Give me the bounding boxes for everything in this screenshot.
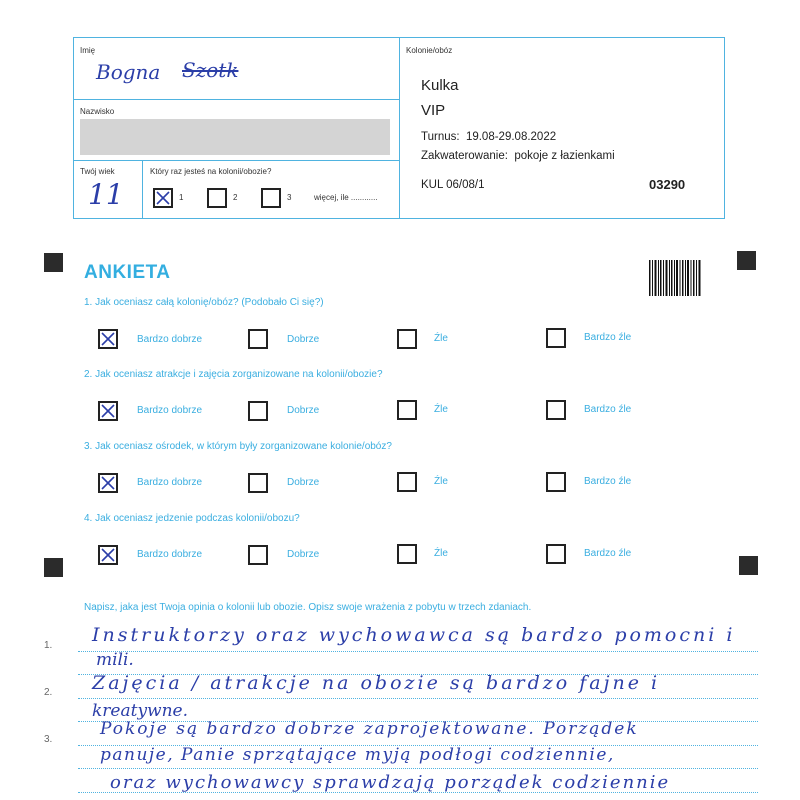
writing-line	[78, 698, 758, 699]
q4-option-bardzo-zle-checkbox[interactable]	[546, 544, 566, 564]
times-option-3: 3	[287, 193, 292, 202]
header-divider-surname	[73, 160, 400, 161]
form-number: 03290	[649, 177, 686, 192]
writing-line	[78, 651, 758, 652]
opinion-handwriting-line-1: Instruktorzy oraz wychowawca są bardzo pomocni i	[92, 624, 736, 646]
opinion-line-number-3: 3.	[44, 734, 53, 745]
opinion-handwriting-line-2: mili.	[96, 650, 134, 670]
q4-option-bardzo-dobrze-label: Bardzo dobrze	[137, 549, 203, 560]
times-option-2: 2	[233, 193, 238, 202]
times-option-1: 1	[179, 193, 184, 202]
q4-option-bardzo-zle-label: Bardzo źle	[584, 548, 632, 559]
opinion-handwriting-line-6: panuje, Panie sprzątające myją podłogi codziennie,	[100, 745, 615, 765]
age-value: 11	[88, 178, 124, 211]
times-checkbox-1[interactable]	[153, 188, 173, 208]
q3-option-dobrze-checkbox[interactable]	[248, 473, 268, 493]
q1-option-bardzo-dobrze-checkbox[interactable]	[98, 329, 118, 349]
question-4-text: 4. Jak oceniasz jedzenie podczas kolonii/obozu?	[84, 513, 300, 524]
check-x-icon	[155, 190, 171, 206]
opinion-handwriting-line-5: Pokoje są bardzo dobrze zaprojektowane. Porządek	[100, 719, 639, 739]
times-more-label: więcej, ile ............	[314, 193, 378, 202]
opinion-line-number-2: 2.	[44, 687, 53, 698]
writing-line	[78, 768, 758, 769]
registration-marker-mid-right	[739, 556, 758, 575]
opinion-prompt: Napisz, jaka jest Twoja opinia o kolonii lub obozie. Opisz swoje wrażenia z pobytu w trzech zdaniach.	[84, 602, 532, 613]
camp-type: VIP	[421, 102, 446, 119]
turnus-text: Turnus: 19.08-29.08.2022	[421, 131, 557, 143]
q3-option-zle-label: Źle	[434, 476, 448, 487]
times-checkbox-2[interactable]	[207, 188, 227, 208]
q3-option-bardzo-zle-checkbox[interactable]	[546, 472, 566, 492]
q3-option-bardzo-dobrze-checkbox[interactable]	[98, 473, 118, 493]
header-divider-name	[73, 99, 400, 100]
name-value: Bogna	[96, 60, 161, 84]
name-label: Imię	[80, 46, 96, 55]
camp-code: KUL 06/08/1	[421, 179, 485, 191]
accommodation-text: Zakwaterowanie: pokoje z łazienkami	[421, 150, 615, 162]
q4-option-dobrze-label: Dobrze	[287, 549, 320, 560]
q4-option-zle-label: Źle	[434, 548, 448, 559]
q2-option-dobrze-label: Dobrze	[287, 405, 320, 416]
q3-option-zle-checkbox[interactable]	[397, 472, 417, 492]
surname-redacted-block	[80, 119, 390, 155]
q3-option-bardzo-zle-label: Bardzo źle	[584, 476, 632, 487]
q2-option-dobrze-checkbox[interactable]	[248, 401, 268, 421]
q2-option-bardzo-zle-label: Bardzo źle	[584, 404, 632, 415]
name-struck-value: Szotk	[182, 58, 239, 82]
q3-option-dobrze-label: Dobrze	[287, 477, 320, 488]
q4-option-zle-checkbox[interactable]	[397, 544, 417, 564]
survey-title: ANKIETA	[84, 262, 171, 283]
check-x-icon	[100, 475, 116, 491]
registration-marker-top-left	[44, 253, 63, 272]
opinion-handwriting-line-4: kreatywne.	[92, 701, 189, 721]
camp-name: Kulka	[421, 77, 459, 94]
times-checkbox-3[interactable]	[261, 188, 281, 208]
q1-option-zle-label: Źle	[434, 333, 448, 344]
q2-option-bardzo-zle-checkbox[interactable]	[546, 400, 566, 420]
q2-option-zle-checkbox[interactable]	[397, 400, 417, 420]
camp-label: Kolonie/obóz	[406, 46, 453, 55]
q2-option-zle-label: Źle	[434, 404, 448, 415]
times-label: Który raz jesteś na kolonii/obozie?	[150, 167, 272, 176]
q1-option-zle-checkbox[interactable]	[397, 329, 417, 349]
check-x-icon	[100, 547, 116, 563]
registration-marker-top-right	[737, 251, 756, 270]
question-3-text: 3. Jak oceniasz ośrodek, w którym były zorganizowane kolonie/obóz?	[84, 441, 392, 452]
barcode-icon	[649, 260, 701, 296]
q2-option-bardzo-dobrze-checkbox[interactable]	[98, 401, 118, 421]
q3-option-bardzo-dobrze-label: Bardzo dobrze	[137, 477, 203, 488]
q4-option-dobrze-checkbox[interactable]	[248, 545, 268, 565]
question-1-text: 1. Jak oceniasz całą kolonię/obóz? (Podobało Ci się?)	[84, 297, 324, 308]
header-divider-age	[142, 160, 143, 218]
opinion-line-number-1: 1.	[44, 640, 53, 651]
q4-option-bardzo-dobrze-checkbox[interactable]	[98, 545, 118, 565]
q1-option-bardzo-zle-checkbox[interactable]	[546, 328, 566, 348]
age-label: Twój wiek	[80, 167, 115, 176]
check-x-icon	[100, 403, 116, 419]
q1-option-dobrze-label: Dobrze	[287, 334, 320, 345]
q1-option-bardzo-zle-label: Bardzo źle	[584, 332, 632, 343]
opinion-handwriting-line-7: oraz wychowawcy sprawdzają porządek codziennie	[110, 772, 671, 793]
surname-label: Nazwisko	[80, 107, 115, 116]
q1-option-dobrze-checkbox[interactable]	[248, 329, 268, 349]
q1-option-bardzo-dobrze-label: Bardzo dobrze	[137, 334, 203, 345]
registration-marker-mid-left	[44, 558, 63, 577]
header-divider-vertical	[399, 37, 400, 218]
q2-option-bardzo-dobrze-label: Bardzo dobrze	[137, 405, 203, 416]
question-2-text: 2. Jak oceniasz atrakcje i zajęcia zorganizowane na kolonii/obozie?	[84, 369, 383, 380]
opinion-handwriting-line-3: Zajęcia / atrakcje na obozie są bardzo fajne i	[92, 672, 661, 694]
check-x-icon	[100, 331, 116, 347]
